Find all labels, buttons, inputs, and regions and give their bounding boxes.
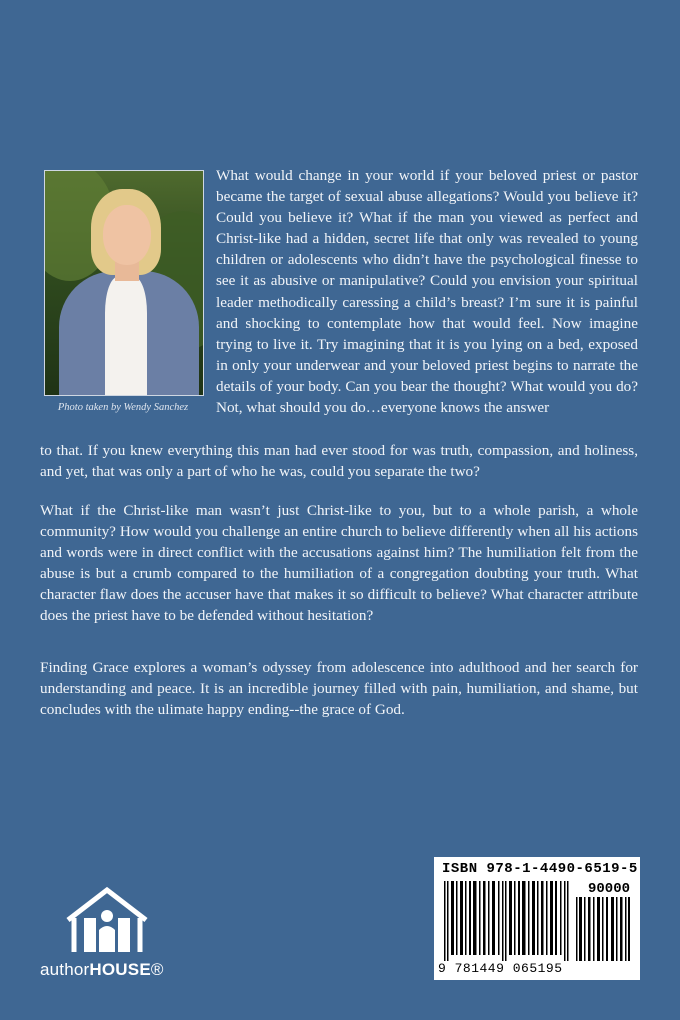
paragraph-2: What if the Christ-like man wasn’t just Christ-like to you, but to a whole parish, a whole community? How would you challenge an entire church to believe differently when all his actions and words were in direct conflict with the accusations against him? The humiliation felt from the abuse is but a crumb compared to the humiliation of a congregation doubting your truth. What character flaw does the accuser have that makes it so difficult to believe? What character attribute does the priest have to be defended without hesitation?: [40, 502, 638, 625]
publisher-name: authorHOUSE®: [40, 960, 164, 979]
price-code: 90000: [587, 881, 630, 897]
ean-barcode-bars: [442, 881, 572, 961]
paragraph-1-right: What would change in your world if your beloved priest or pastor became the target of sexual abuse allegations? Would you believe it? Could you believe it? What if the man you viewed as perfect and Christ-like had a hidden, secret life that only was revealed to young children or adolescents who didn’t have the psychological finesse to see it as abusive or manipulative? Could you envision your spiritual leader methodically caressing a child’s breast? I’m sure it is painful and shocking to contemplate how that would feel. Now imagine trying to live it. Try imagining that it is you lying on a bed, exposed in only your underwear and your beloved priest begins to narrate the details of your body. Can you bear the thought? What would you do? Not, what should you do…everyone knows the answer: [216, 167, 638, 417]
isbn-label: ISBN 978-1-4490-6519-5: [442, 861, 638, 877]
isbn-barcode: [434, 857, 640, 980]
paragraph-1-continued: to that. If you knew everything this man had ever stood for was truth, compassion, and holiness, and yet, that was only a part of who he was, could you separate the two?: [40, 442, 638, 481]
paragraph-3: Finding Grace explores a woman’s odyssey from adolescence into adulthood and her search for understanding and peace. It is an incredible journey filled with pain, humiliation, and shame, but concludes with the ulimate happy ending--the grace of God.: [40, 659, 638, 719]
photo-caption: Photo taken by Wendy Sanchez: [57, 402, 189, 413]
addon-barcode-bars: [574, 897, 632, 961]
author-photo: [44, 170, 204, 396]
ean-digits: 9 781449 065195: [438, 961, 563, 976]
